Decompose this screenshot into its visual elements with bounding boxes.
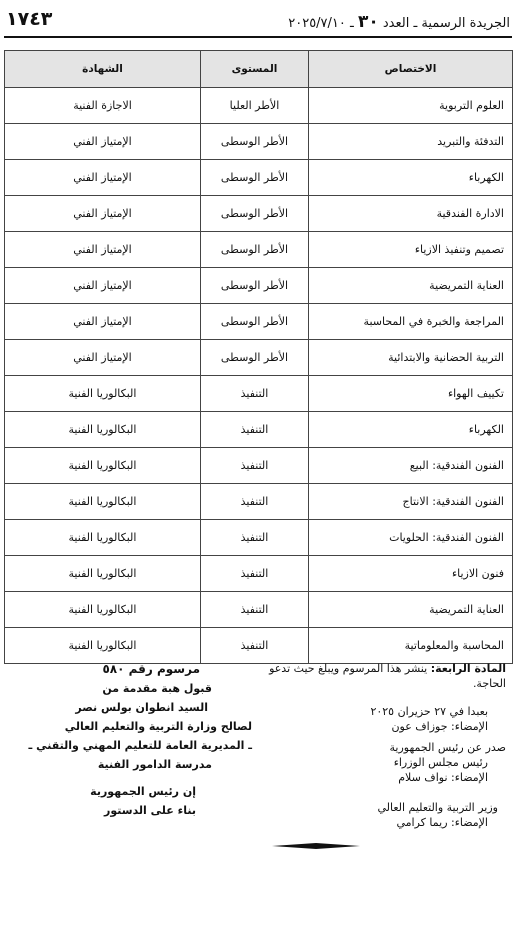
cell-level: التنفيذ [201,412,309,448]
header-rule [4,36,512,38]
cell-specialty: الفنون الفندقية: الحلويات [309,520,513,556]
cell-specialty: المحاسبة والمعلوماتية [309,628,513,664]
cell-certificate: الإمتياز الفني [5,124,201,160]
cell-specialty: العناية التمريضية [309,592,513,628]
cell-certificate: البكالوريا الفنية [5,592,201,628]
cell-certificate: الإمتياز الفني [5,268,201,304]
decree-line: ـ المديرية العامة للتعليم المهني والتقني ـ [28,739,252,752]
table-row [5,124,513,160]
table-row [5,556,513,592]
table-row [5,304,513,340]
cell-level: التنفيذ [201,484,309,520]
cell-certificate: الإمتياز الفني [5,304,201,340]
cell-certificate: البكالوريا الفنية [5,556,201,592]
page-header [4,8,512,34]
cell-specialty: التربية الحضانية والابتدائية [309,340,513,376]
cell-specialty: فنون الازياء [309,556,513,592]
decree-block [4,660,252,820]
table-row [5,484,513,520]
cell-specialty: تصميم وتنفيذ الازياء [309,232,513,268]
cell-certificate: الاجازة الفنية [5,88,201,124]
table-row [5,520,513,556]
cell-level: الأطر الوسطى [201,196,309,232]
section-divider [272,843,360,849]
cell-level: التنفيذ [201,556,309,592]
gazette-title: الجريدة الرسمية ـ العدد [382,16,510,31]
table-row [5,268,513,304]
cell-level: الأطر الوسطى [201,124,309,160]
decree-line: إن رئيس الجمهورية [90,785,196,798]
header-certificate: الشهادة [5,51,201,88]
minister-signature: الإمضاء: ريما كرامي [396,816,488,829]
cell-specialty: العلوم التربوية [309,88,513,124]
table-row [5,88,513,124]
issue-number: ٣٠ [357,12,379,32]
cell-level: الأطر الوسطى [201,232,309,268]
cell-level: التنفيذ [201,628,309,664]
table-header-row [5,51,513,88]
cell-specialty: الفنون الفندقية: الانتاج [309,484,513,520]
cell-specialty: تكييف الهواء [309,376,513,412]
cell-certificate: البكالوريا الفنية [5,484,201,520]
table-row [5,196,513,232]
decree-lines [4,679,252,820]
cell-level: التنفيذ [201,520,309,556]
cell-level: الأطر الوسطى [201,268,309,304]
decree-line: لصالح وزارة التربية والتعليم العالي [64,720,252,733]
cell-level: الأطر الوسطى [201,160,309,196]
issued-by: صدر عن رئيس الجمهورية [389,741,506,754]
decree-line: مدرسة الدامور الفنية [97,758,212,771]
minister-block [377,800,498,830]
cell-level: التنفيذ [201,376,309,412]
cell-certificate: البكالوريا الفنية [5,412,201,448]
cell-specialty: المراجعة والخبرة في المحاسبة [309,304,513,340]
cell-level: الأطر الوسطى [201,304,309,340]
cell-certificate: البكالوريا الفنية [5,448,201,484]
table-row [5,412,513,448]
table-row [5,628,513,664]
table-row [5,376,513,412]
cell-specialty: الادارة الفندقية [309,196,513,232]
cell-specialty: الكهرباء [309,160,513,196]
cell-certificate: الإمتياز الفني [5,232,201,268]
article-text: ينشر هذا المرسوم ويبلغ حيث تدعو الحاجة. [269,662,506,690]
pm-signature: الإمضاء: نواف سلام [398,771,488,784]
president-signature: الإمضاء: جوزاف عون [391,720,488,733]
article-four [262,661,506,691]
signature-date-block [370,704,488,734]
article-label: المادة الرابعة: [430,662,506,675]
cell-certificate: الإمتياز الفني [5,196,201,232]
gazette-header [288,12,510,32]
cell-certificate: الإمتياز الفني [5,160,201,196]
table-body [5,88,513,664]
cell-certificate: البكالوريا الفنية [5,376,201,412]
table-row [5,232,513,268]
table-row [5,160,513,196]
cell-specialty: العناية التمريضية [309,268,513,304]
cell-specialty: الكهرباء [309,412,513,448]
cell-certificate: البكالوريا الفنية [5,628,201,664]
header-level: المستوى [201,51,309,88]
signature-date: بعبدا في ٢٧ حزيران ٢٠٢٥ [370,705,488,718]
page-number: ١٧٤٣ [6,8,53,30]
decree-line [4,774,252,782]
cell-level: التنفيذ [201,448,309,484]
cell-level: الأطر العليا [201,88,309,124]
cell-level: الأطر الوسطى [201,340,309,376]
specialties-table [4,50,513,664]
cell-certificate: الإمتياز الفني [5,340,201,376]
cell-level: التنفيذ [201,592,309,628]
decree-title: مرسوم رقم ٥٨٠ [102,662,200,676]
issue-date: ـ ٢٠٢٥/٧/١٠ [288,16,354,31]
table-row [5,340,513,376]
cell-certificate: البكالوريا الفنية [5,520,201,556]
table-row [5,448,513,484]
decree-line: السيد انطوان بولس نصر [75,701,208,714]
header-specialty: الاختصاص [309,51,513,88]
minister-title: وزير التربية والتعليم العالي [377,801,498,814]
issued-by-block [390,740,506,785]
cell-specialty: التدفئة والتبريد [309,124,513,160]
decree-line: بناء على الدستور [104,804,196,817]
table-row [5,592,513,628]
pm-title: رئيس مجلس الوزراء [393,756,488,769]
cell-specialty: الفنون الفندقية: البيع [309,448,513,484]
decree-line: قبول هبة مقدمة من [102,682,212,695]
